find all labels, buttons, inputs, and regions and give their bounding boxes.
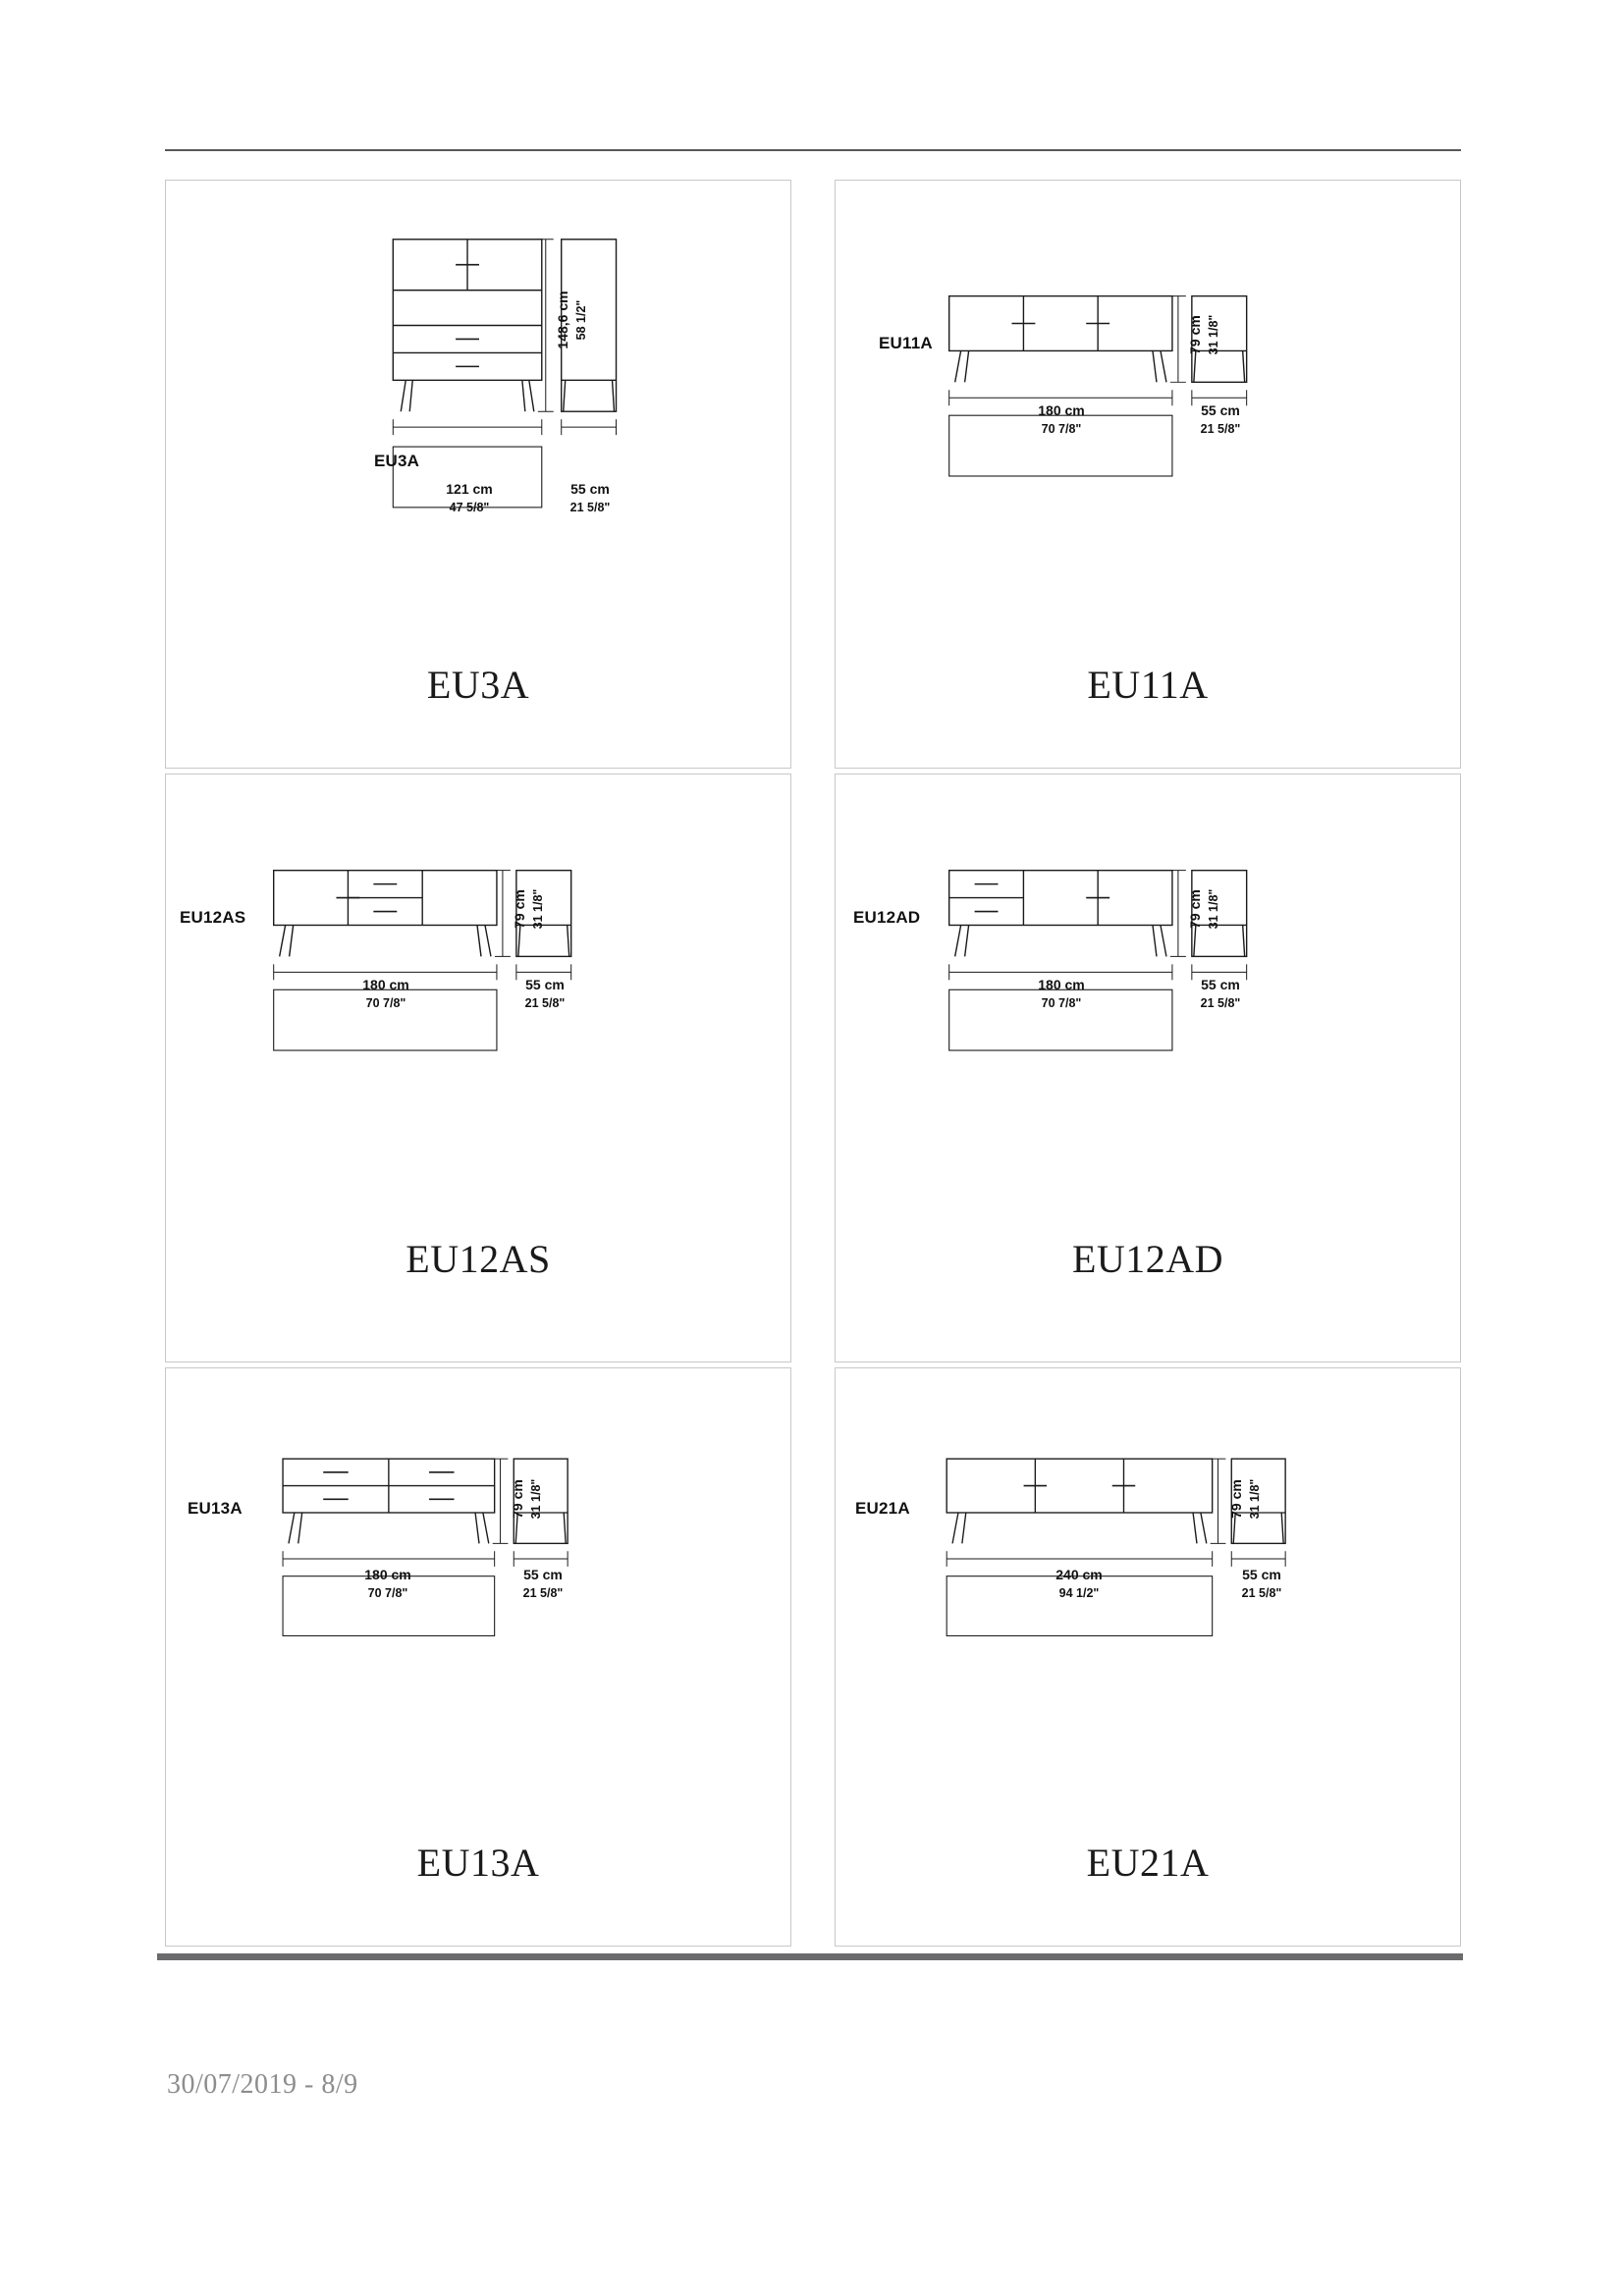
- width-in: 70 7/8": [1041, 995, 1082, 1010]
- height-cm: 79 cm: [1187, 315, 1203, 354]
- depth-in: 21 5/8": [1200, 995, 1241, 1010]
- width-cm: 180 cm: [364, 1567, 411, 1582]
- depth-dimension-eu21a: [1226, 1567, 1297, 1601]
- product-grid: [165, 180, 1461, 1937]
- code-label-eu21a: EU21A: [855, 1499, 910, 1518]
- width-in: 94 1/2": [1058, 1585, 1100, 1600]
- height-in: 31 1/8": [530, 888, 545, 930]
- width-dimension-eu13a: [286, 1567, 490, 1601]
- width-dimension-eu3a: [398, 481, 541, 515]
- width-cm: 121 cm: [446, 481, 493, 497]
- depth-dimension-eu12ad: [1185, 977, 1256, 1011]
- height-dimension-eu3a: [555, 232, 589, 408]
- code-label-eu13a: EU13A: [188, 1499, 243, 1518]
- depth-cm: 55 cm: [1201, 402, 1240, 418]
- width-dimension-eu12as: [280, 977, 492, 1011]
- height-cm: 79 cm: [1228, 1479, 1244, 1519]
- width-cm: 240 cm: [1055, 1567, 1103, 1582]
- height-cm: 79 cm: [1187, 889, 1203, 929]
- depth-in: 21 5/8": [522, 1585, 564, 1600]
- height-in: 31 1/8": [1206, 888, 1220, 930]
- height-in: 31 1/8": [1247, 1478, 1262, 1520]
- width-cm: 180 cm: [1038, 402, 1085, 418]
- height-dimension-eu21a: [1228, 1455, 1263, 1543]
- top-divider: [165, 149, 1461, 151]
- product-cell-eu3a[interactable]: [165, 180, 791, 769]
- code-label-eu11a: EU11A: [879, 334, 933, 352]
- depth-cm: 55 cm: [523, 1567, 563, 1582]
- height-in: 31 1/8": [1206, 314, 1220, 355]
- product-title-eu11a: EU11A: [1087, 663, 1209, 707]
- product-cell-eu13a[interactable]: [165, 1367, 791, 1947]
- product-title-eu12ad: EU12AD: [1071, 1237, 1224, 1281]
- product-cell-eu12as[interactable]: [165, 774, 791, 1362]
- width-cm: 180 cm: [362, 977, 409, 992]
- depth-in: 21 5/8": [524, 995, 566, 1010]
- page-footer: 30/07/2019 - 8/9: [167, 2069, 358, 2100]
- depth-dimension-eu11a: [1185, 402, 1256, 437]
- width-in: 70 7/8": [367, 1585, 408, 1600]
- height-cm: 79 cm: [512, 889, 527, 929]
- height-dimension-eu12ad: [1187, 865, 1221, 953]
- height-in: 58 1/2": [573, 299, 588, 341]
- width-in: 70 7/8": [1041, 421, 1082, 436]
- depth-dimension-eu3a: [555, 481, 625, 515]
- bottom-divider: [157, 1953, 1463, 1960]
- product-title-eu21a: EU21A: [1086, 1841, 1210, 1885]
- height-cm: 148,6 cm: [555, 291, 570, 349]
- product-cell-eu12ad[interactable]: [835, 774, 1461, 1362]
- code-label-eu3a: EU3A: [374, 452, 420, 470]
- width-in: 70 7/8": [365, 995, 406, 1010]
- depth-cm: 55 cm: [1201, 977, 1240, 992]
- depth-cm: 55 cm: [525, 977, 565, 992]
- product-cell-eu21a[interactable]: [835, 1367, 1461, 1947]
- product-title-eu13a: EU13A: [416, 1841, 540, 1885]
- height-in: 31 1/8": [528, 1478, 543, 1520]
- code-label-eu12ad: EU12AD: [853, 908, 921, 927]
- height-cm: 79 cm: [510, 1479, 525, 1519]
- width-in: 47 5/8": [449, 500, 490, 514]
- depth-in: 21 5/8": [1241, 1585, 1282, 1600]
- product-cell-eu11a[interactable]: [835, 180, 1461, 769]
- product-title-eu12as: EU12AS: [406, 1237, 551, 1281]
- code-label-eu12as: EU12AS: [180, 908, 246, 927]
- depth-in: 21 5/8": [569, 500, 611, 514]
- depth-dimension-eu13a: [508, 1567, 578, 1601]
- width-dimension-eu12ad: [955, 977, 1167, 1011]
- width-dimension-eu11a: [955, 402, 1167, 437]
- depth-dimension-eu12as: [510, 977, 580, 1011]
- width-cm: 180 cm: [1038, 977, 1085, 992]
- product-title-eu3a: EU3A: [426, 663, 530, 707]
- height-dimension-eu12as: [512, 865, 546, 953]
- depth-cm: 55 cm: [1242, 1567, 1281, 1582]
- depth-in: 21 5/8": [1200, 421, 1241, 436]
- depth-cm: 55 cm: [570, 481, 610, 497]
- height-dimension-eu11a: [1187, 291, 1221, 379]
- height-dimension-eu13a: [510, 1455, 544, 1543]
- width-dimension-eu21a: [949, 1567, 1209, 1601]
